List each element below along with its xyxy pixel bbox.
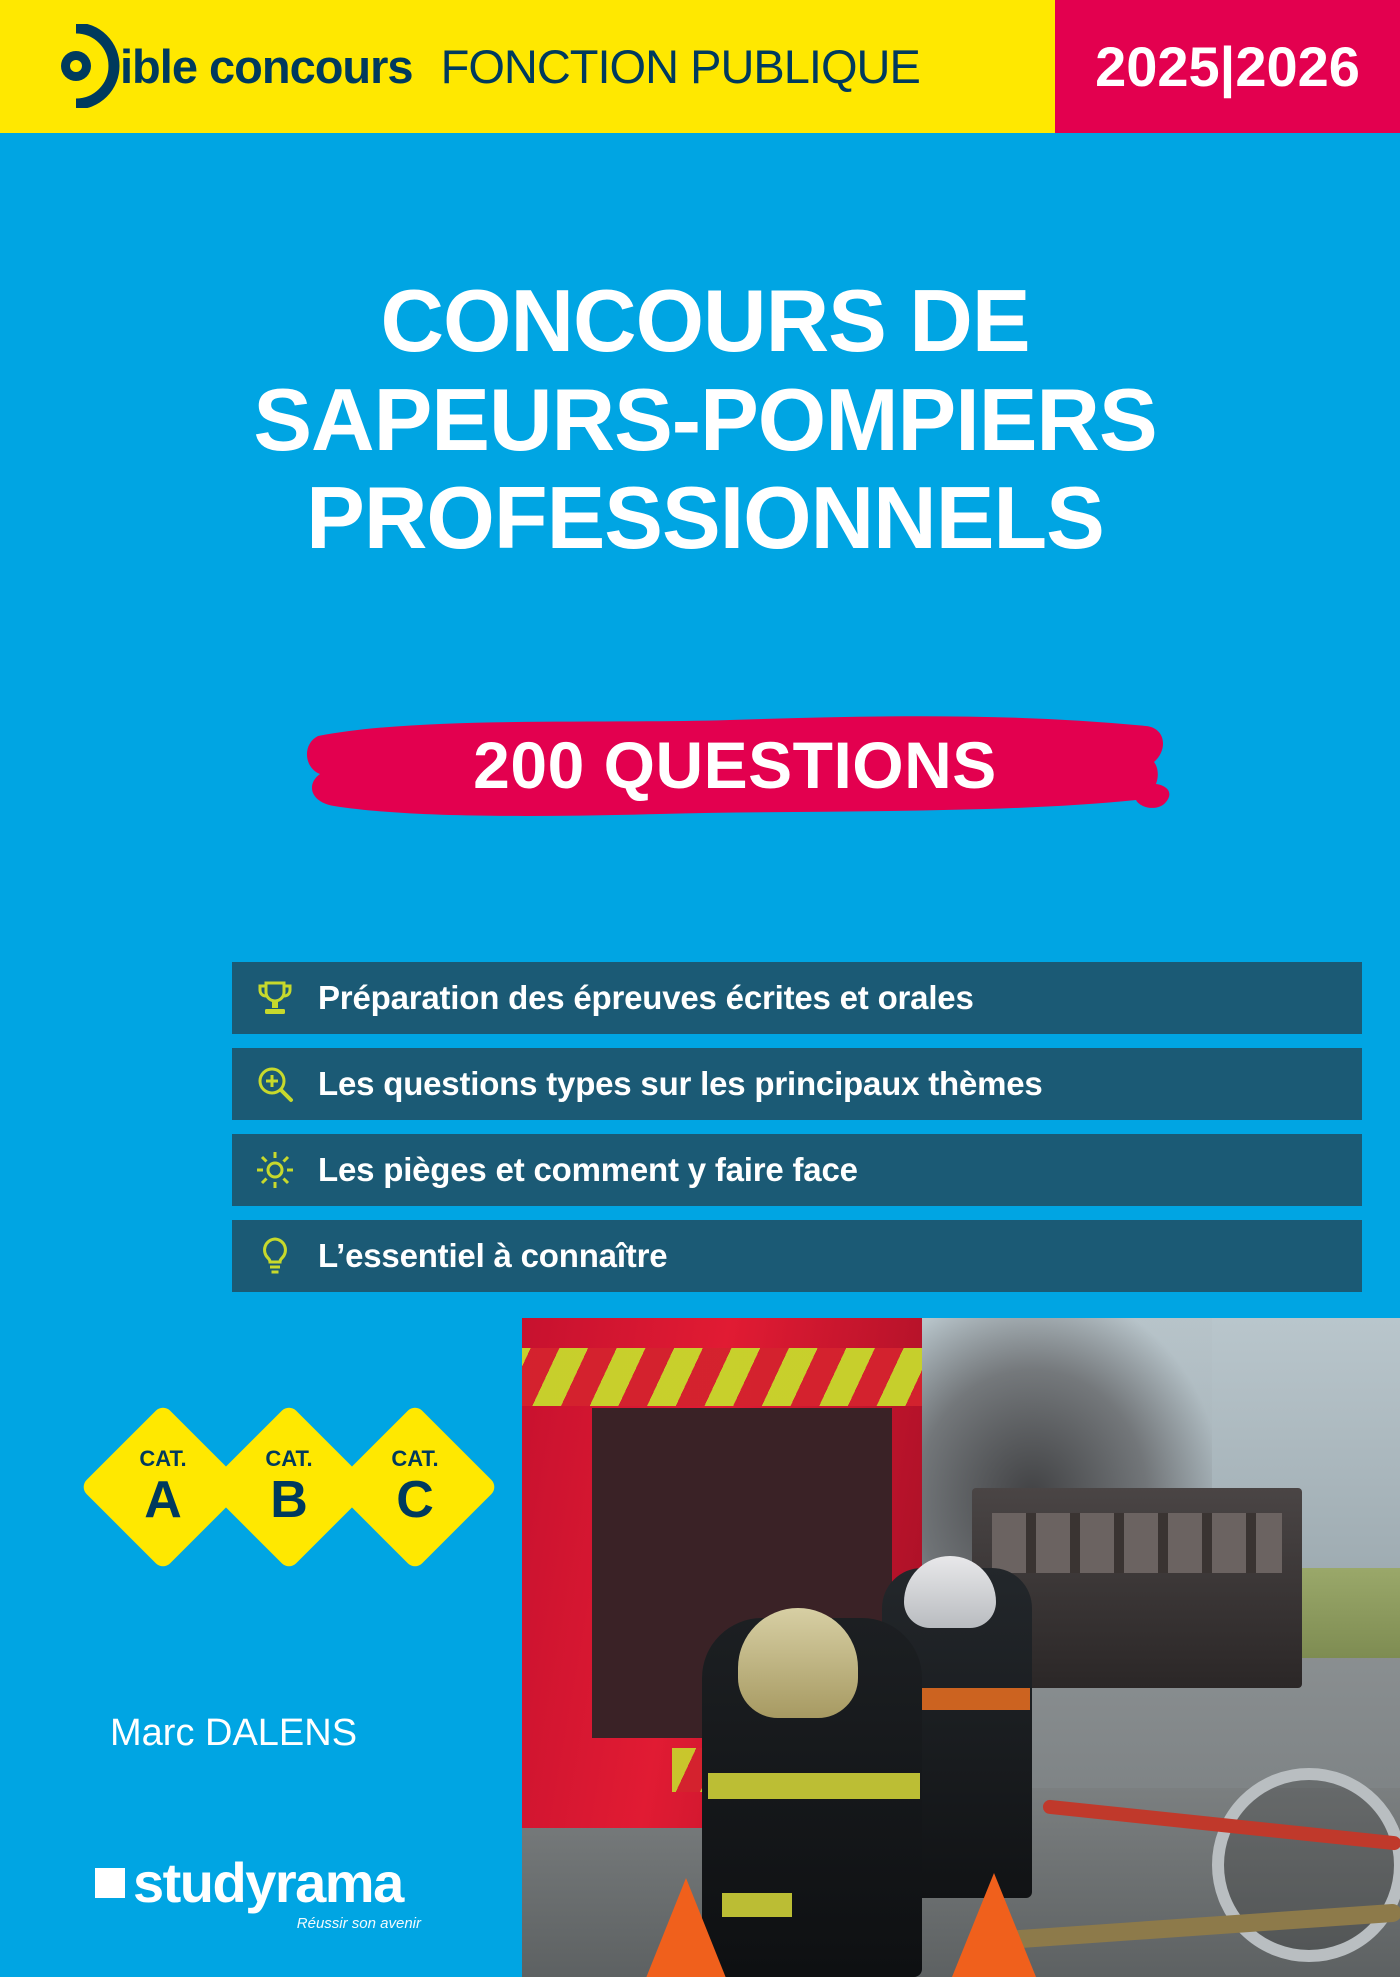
category-label: CAT.: [391, 1446, 439, 1471]
feature-item: [232, 962, 1362, 1034]
publisher-name: studyrama: [133, 1851, 403, 1914]
target-circle-icon: [30, 24, 126, 108]
feature-label: Les questions types sur les principaux thèmes: [318, 1065, 1043, 1102]
magnifier-plus-icon: [232, 1062, 318, 1106]
photo-traffic-cone: [952, 1873, 1036, 1977]
photo-bus-windows: [992, 1513, 1282, 1573]
feature-list: [232, 962, 1362, 1306]
photo-firefighter-helmet-gold: [738, 1608, 858, 1718]
title-line-2: SAPEURS-POMPIERS: [253, 369, 1157, 469]
brand-subtitle: FONCTION PUBLIQUE: [440, 39, 920, 93]
edition-years: 2025|2026: [1095, 35, 1360, 98]
category-badges: [104, 1428, 474, 1546]
gear-icon: [232, 1148, 318, 1192]
trophy-icon: [232, 976, 318, 1020]
category-letter: A: [144, 1471, 182, 1529]
title-line-3: PROFESSIONNELS: [306, 468, 1104, 568]
feature-item: [232, 1048, 1362, 1120]
category-letter: C: [396, 1471, 434, 1529]
photo-traffic-cone: [642, 1878, 730, 1977]
author-name: Marc DALENS: [110, 1712, 358, 1754]
feature-label: Les pièges et comment y faire face: [318, 1151, 858, 1188]
publisher-logo: [95, 1851, 435, 1932]
photo-firefighter-reflective-band: [708, 1773, 920, 1799]
lightbulb-icon: [232, 1234, 318, 1278]
feature-label: L’essentiel à connaître: [318, 1237, 668, 1274]
feature-item: [232, 1220, 1362, 1292]
photo-firefighter-leg-band: [722, 1893, 792, 1917]
cover-photo: [522, 1318, 1400, 1977]
feature-label: Préparation des épreuves écrites et orales: [318, 979, 974, 1016]
collection-brand: [30, 24, 920, 108]
category-label: CAT.: [265, 1446, 313, 1471]
category-letter: B: [270, 1471, 308, 1529]
feature-item: [232, 1134, 1362, 1206]
title-line-1: CONCOURS DE: [380, 271, 1030, 370]
photo-truck-stripe: [522, 1348, 922, 1406]
publisher-tagline: Réussir son avenir: [296, 1915, 421, 1932]
category-badge-c: [332, 1404, 499, 1571]
brand-name: ible concours: [120, 39, 413, 93]
header-band: [0, 0, 1400, 133]
questions-count-label: 200 QUESTIONS: [473, 728, 997, 802]
page-title: [70, 272, 1340, 568]
photo-hose-reel: [1212, 1768, 1400, 1962]
publisher-square-mark: [95, 1868, 125, 1898]
category-label: CAT.: [139, 1446, 187, 1471]
